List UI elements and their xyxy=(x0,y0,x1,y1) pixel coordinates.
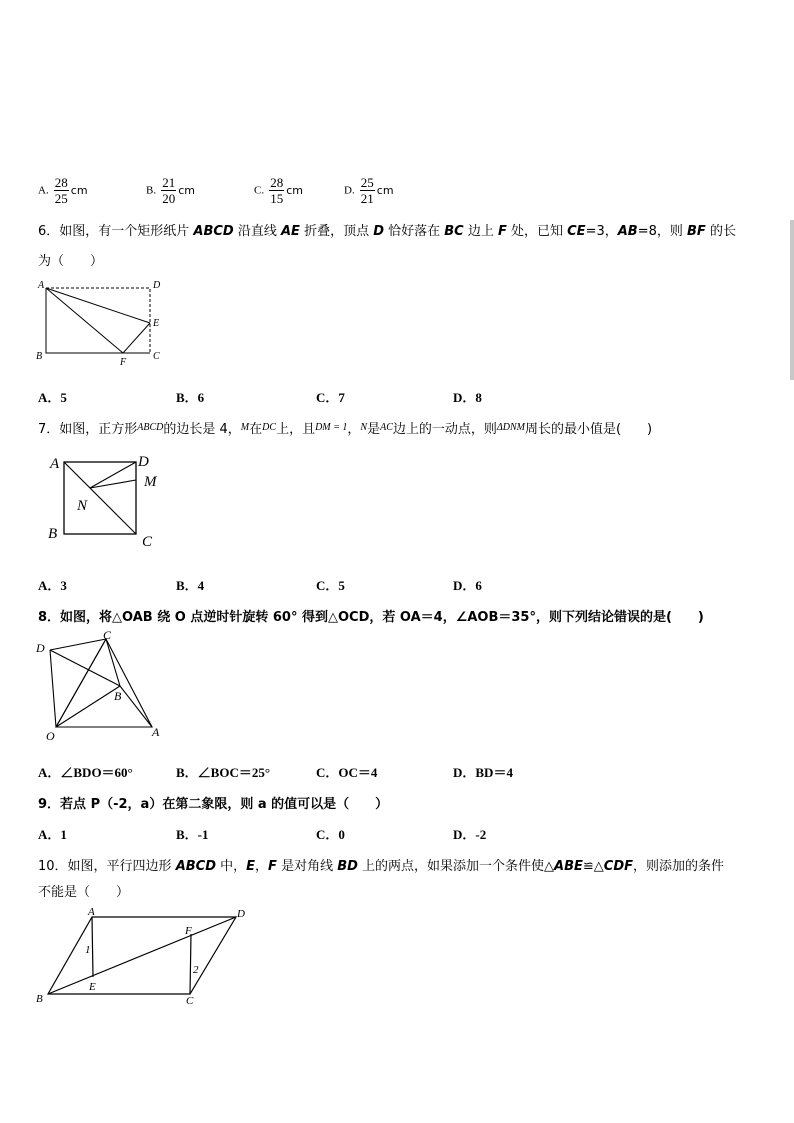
q8-option-d: D．BD＝4 xyxy=(453,765,513,780)
q5-option-a: A. $\frac{28}{25}$ cm xyxy=(38,175,88,206)
svg-text:A: A xyxy=(88,906,95,918)
q9-option-b: B．-1 xyxy=(176,827,209,842)
svg-text:C: C xyxy=(142,534,153,550)
svg-text:B: B xyxy=(114,689,122,703)
svg-text:2: 2 xyxy=(193,964,199,976)
q5-option-d: D. $\frac{25}{21}$ cm xyxy=(344,175,394,206)
svg-text:A: A xyxy=(38,280,45,291)
q5-option-b: B. $\frac{21}{20}$ cm xyxy=(146,175,195,206)
svg-text:B: B xyxy=(36,351,43,362)
svg-text:E: E xyxy=(89,981,96,993)
svg-text:A: A xyxy=(50,456,60,472)
svg-text:B: B xyxy=(48,526,58,542)
svg-text:F: F xyxy=(185,925,192,937)
svg-text:A: A xyxy=(152,725,160,739)
q5-option-c: C. $\frac{28}{15}$ cm xyxy=(254,175,303,206)
q6-option-c: C．7 xyxy=(316,390,345,405)
q10-text-line2: 不能是（ ） xyxy=(38,885,130,900)
q8-option-c: C．OC＝4 xyxy=(316,765,378,780)
q9-option-a: A．1 xyxy=(38,827,67,842)
q8-figure xyxy=(32,630,167,742)
q6-option-b: B．6 xyxy=(176,390,205,405)
q9-option-d: D．-2 xyxy=(453,827,487,842)
q6-figure xyxy=(30,276,170,372)
fraction: $\frac{28}{15}$ xyxy=(270,175,284,206)
svg-text:F: F xyxy=(120,357,127,368)
svg-text:C: C xyxy=(186,995,194,1007)
q7-option-c: C．5 xyxy=(316,578,345,593)
q7-option-b: B．4 xyxy=(176,578,205,593)
svg-text:D: D xyxy=(138,454,149,470)
svg-text:D: D xyxy=(36,641,45,655)
svg-text:D: D xyxy=(237,908,245,920)
svg-text:B: B xyxy=(36,993,43,1005)
scrollbar[interactable] xyxy=(790,220,794,380)
q8-option-b: B．∠BOC＝25° xyxy=(176,765,271,780)
q6-option-a: A．5 xyxy=(38,390,67,405)
fraction: $\frac{21}{20}$ xyxy=(162,175,176,206)
q7-option-a: A．3 xyxy=(38,578,67,593)
svg-text:C: C xyxy=(103,630,112,642)
q8-option-a: A．∠BDO＝60° xyxy=(38,765,133,780)
q6-option-d: D．8 xyxy=(453,390,482,405)
q6-text: 6．如图，有一个矩形纸片 ABCD 沿直线 AE 折叠，顶点 D 恰好落在 BC 边上 F 处，已知 CE=3，AB=8，则 BF 的长 xyxy=(38,224,736,239)
q7-option-d: D．6 xyxy=(453,578,482,593)
svg-text:E: E xyxy=(153,318,160,329)
q6-text-line2: 为（ ） xyxy=(38,254,104,269)
fraction: $\frac{28}{25}$ xyxy=(54,175,68,206)
svg-text:N: N xyxy=(77,498,88,514)
q7-text: 7．如图，正方形$^{ABCD}$的边长是 4，$^M$在$^{DC}$上，且$^{DM = 1}$，$^N$是$^{AC}$边上的一动点，则$^{\Delta DNM}$周长的最小值是( ) xyxy=(38,422,653,437)
svg-text:D: D xyxy=(153,280,161,291)
q8-text: 8．如图，将△OAB 绕 O 点逆时针旋转 60° 得到△OCD，若 OA＝4，∠AOB＝35°，则下列结论错误的是( ) xyxy=(38,610,704,625)
svg-text:M: M xyxy=(144,474,157,490)
q9-option-c: C．0 xyxy=(316,827,345,842)
fraction: $\frac{25}{21}$ xyxy=(360,175,374,206)
q9-text: 9．若点 P（-2，a）在第二象限，则 a 的值可以是（ ） xyxy=(38,797,389,812)
q10-text: 10．如图，平行四边形 ABCD 中，E，F 是对角线 BD 上的两点，如果添加一个条件使△ABE≌△CDF，则添加的条件 xyxy=(38,859,725,874)
svg-text:C: C xyxy=(153,351,160,362)
svg-text:1: 1 xyxy=(85,944,91,956)
q10-figure xyxy=(32,905,257,1010)
svg-text:O: O xyxy=(46,729,55,742)
q7-figure xyxy=(40,450,170,550)
